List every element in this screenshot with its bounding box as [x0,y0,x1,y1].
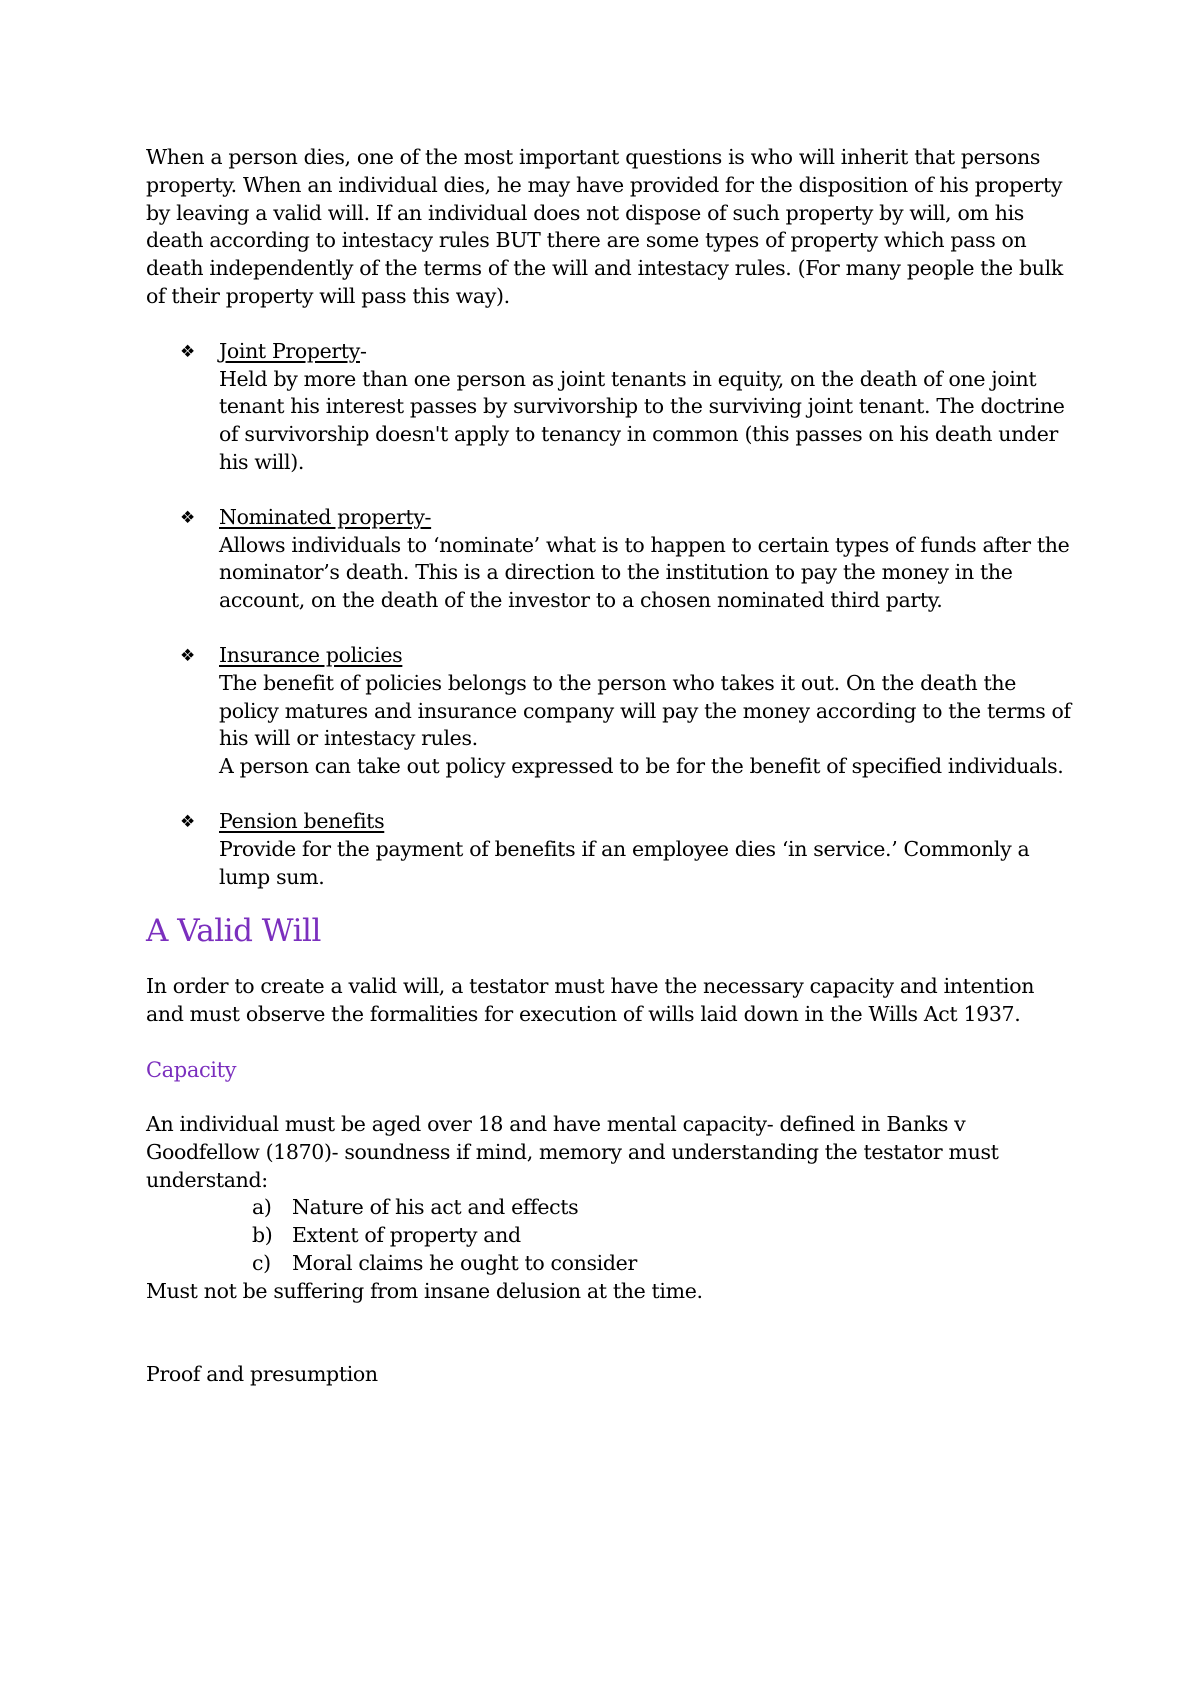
bullet-body: A person can take out policy expressed to be for the benefit of specified individuals. [219,754,1064,779]
list-item-text: Extent of property and [292,1223,521,1248]
list-item-text: Nature of his act and effects [292,1195,579,1220]
list-item-text: Moral claims he ought to consider [292,1250,637,1275]
list-item [146,1250,1076,1278]
bullet-nominated-property [146,504,1076,615]
heading-valid-will: A Valid Will [146,913,321,950]
diamond-bullet-icon: ❖ [180,507,195,528]
bullet-insurance-policies [146,642,1076,781]
bullet-title-suffix: - [359,338,367,363]
valid-will-paragraph: In order to create a valid will, a testator must have the necessary capacity and intention and must observe the formalities for execution of wills laid down in the Wills Act 1937. [146,974,1035,1027]
document-page [146,144,1076,1388]
list-marker: a) [252,1195,272,1220]
list-item [146,1222,1076,1250]
bullet-joint-property [146,338,1076,477]
bullet-title: Joint Property [219,338,360,363]
list-marker: b) [252,1223,273,1248]
bullet-body: The benefit of policies belongs to the person who takes it out. On the death the policy matures and insurance company will pay the money according to the terms of his will or intestacy rules. [219,670,1071,751]
list-item [146,1194,1076,1222]
proof-heading: Proof and presumption [146,1361,378,1386]
capacity-after-paragraph: Must not be suffering from insane delusion at the time. [146,1278,703,1303]
bullet-title: Insurance policies [219,642,403,667]
diamond-bullet-icon: ❖ [180,811,195,832]
bullet-body: Provide for the payment of benefits if an employee dies ‘in service.’ Commonly a lump sum. [219,836,1030,889]
bullet-pension-benefits [146,808,1076,891]
bullet-title: Pension benefits [219,808,385,833]
heading-capacity: Capacity [146,1057,237,1082]
intro-paragraph: When a person dies, one of the most important questions is who will inherit that persons property. When an individual dies, he may have provided for the disposition of his property by leaving a valid will. If an individual does not dispose of such property by will, om his death according to intestacy rules BUT there are some types of property which pass on death independently of the terms of the will and intestacy rules. (For many people the bulk of their property will pass this way). [146,145,1063,308]
diamond-bullet-icon: ❖ [180,341,195,362]
capacity-criteria-list [146,1194,1076,1277]
bullet-body: Held by more than one person as joint tenants in equity, on the death of one joint tenant his interest passes by survivorship to the surviving joint tenant. The doctrine of survivorship doesn't apply to tenancy in common (this passes on his death under his will). [219,366,1065,474]
property-types-list [146,338,1076,892]
bullet-title: Nominated property- [219,504,432,529]
diamond-bullet-icon: ❖ [180,645,195,666]
capacity-paragraph: An individual must be aged over 18 and have mental capacity- defined in Banks v Goodfellow (1870)- soundness if mind, memory and understanding the testator must understand: [146,1111,999,1192]
list-marker: c) [252,1250,271,1275]
bullet-body: Allows individuals to ‘nominate’ what is to happen to certain types of funds after the nominator’s death. This is a direction to the institution to pay the money in the account, on the death of the investor to a chosen nominated third party. [219,532,1070,613]
spacer [146,1306,1076,1361]
